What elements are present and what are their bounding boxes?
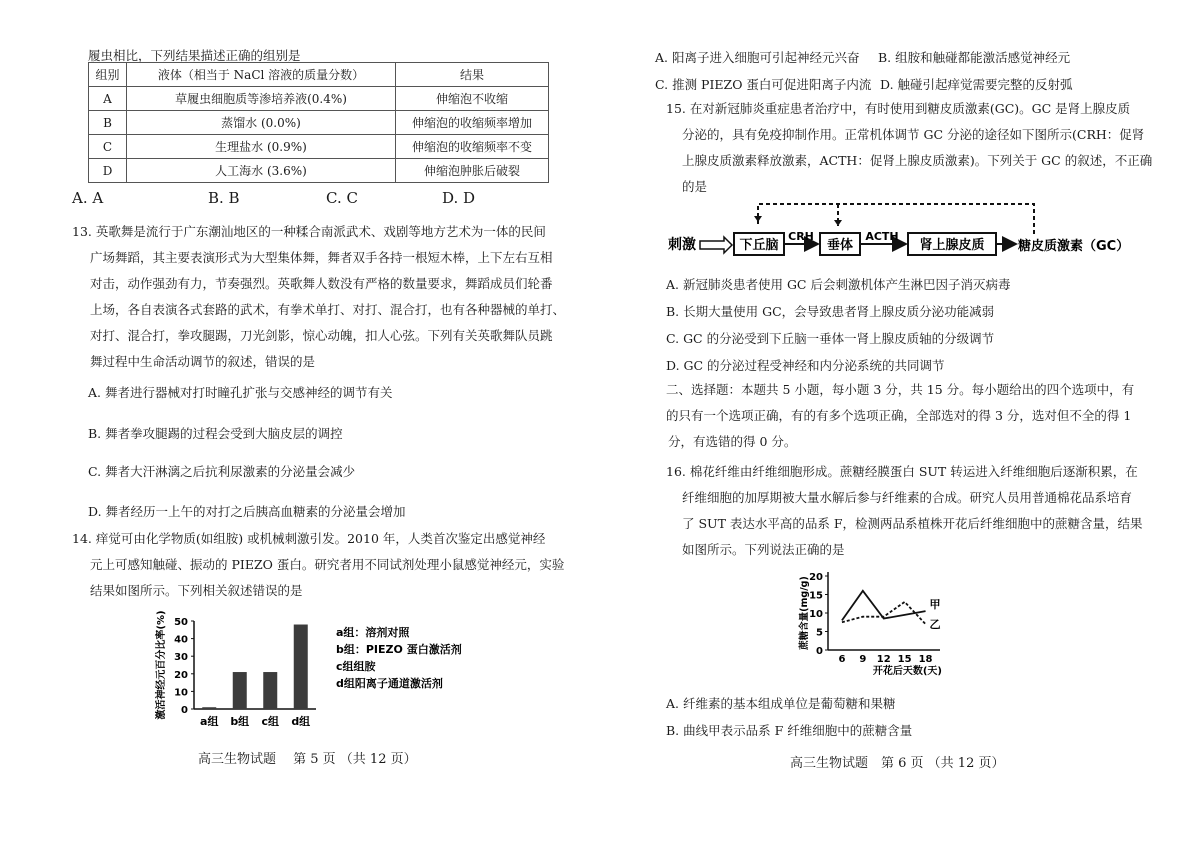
table-header-cell: 液体（相当于 NaCl 溶液的质量分数） (127, 63, 396, 87)
q14-option-a[interactable]: A. 阳离子进入细胞可引起神经元兴奋 (655, 50, 860, 65)
legend-entry: b组：PIEZO 蛋白激活剂 (336, 643, 462, 656)
x-tick-label: 12 (876, 654, 891, 665)
q13-option-c[interactable]: C. 舞者大汗淋漓之后抗利尿激素的分泌量会减少 (88, 464, 356, 479)
table-cell: 草履虫细胞质等渗培养液(0.4%) (127, 87, 396, 111)
y-tick-label: 0 (816, 646, 823, 657)
x-tick-label: b组 (230, 715, 250, 728)
q13-line: 舞过程中生命活动调节的叙述，错误的是 (90, 354, 316, 369)
q16-line: 了 SUT 表达水平高的品系 F，检测两品系植株开花后纤维细胞中的蔗糖含量，结果 (682, 516, 1143, 531)
series-label: 乙 (929, 618, 941, 632)
series-label: 甲 (929, 598, 941, 612)
q16-option-b[interactable]: B. 曲线甲表示品系 F 纤维细胞中的蔗糖含量 (666, 723, 913, 738)
q15-option-b[interactable]: B. 长期大量使用 GC，会导致患者肾上腺皮质分泌功能减弱 (666, 304, 995, 319)
table-cell: C (89, 135, 127, 159)
table-cell: 蒸馏水 (0.0%) (127, 111, 396, 135)
q12-option-b[interactable]: B. B (208, 189, 240, 207)
q14-line: 结果如图所示。下列相关叙述错误的是 (90, 583, 303, 598)
q12-table (88, 62, 549, 183)
bar (233, 672, 247, 709)
box-pituitary-label: 垂体 (826, 238, 854, 253)
table-row (89, 111, 549, 135)
q15-line: 的是 (682, 179, 708, 194)
left-footer: 高三生物试题 第 5 页 （共 12 页） (198, 752, 417, 767)
legend-entry: d组阳离子通道激活剂 (336, 677, 443, 690)
right-footer: 高三生物试题 第 6 页 （共 12 页） (790, 756, 1005, 771)
y-tick-label: 15 (809, 590, 823, 602)
q15-line: 上腺皮质激素释放激素，ACTH：促肾上腺皮质激素)。下列关于 GC 的叙述，不正确 (682, 153, 1153, 168)
table-header-cell: 组别 (89, 63, 127, 87)
acth-label: ACTH (865, 230, 899, 243)
x-tick-label: 9 (859, 654, 867, 665)
q13-line: 上场，各自表演各式套路的武术，有拳术单打、对打、混合打，也有各种器械的单打、 (90, 302, 566, 317)
y-tick-label: 20 (174, 669, 188, 681)
q14-option-d[interactable]: D. 触碰引起痒觉需要完整的反射弧 (880, 77, 1073, 92)
bar (263, 672, 277, 709)
box-adrenal-cortex-label: 肾上腺皮质 (919, 238, 985, 253)
section-2-line: 二、选择题：本题共 5 小题，每小题 3 分，共 15 分。每小题给出的四个选项中，有 (666, 382, 1135, 397)
q15-option-d[interactable]: D. GC 的分泌过程受神经和内分泌系统的共同调节 (666, 358, 945, 373)
q13-stem (72, 219, 565, 375)
y-axis-label: 蔗糖含量(mg/g) (799, 576, 810, 650)
q16-stem (666, 459, 1143, 563)
y-tick-label: 30 (174, 652, 188, 664)
table-header-cell: 结果 (396, 63, 549, 87)
y-tick-label: 40 (174, 634, 188, 646)
y-tick-label: 50 (174, 617, 188, 628)
bar-chart (150, 605, 470, 735)
q13-option-a[interactable]: A. 舞者进行器械对打时瞳孔扩张与交感神经的调节有关 (88, 385, 393, 400)
table-cell: 伸缩泡的收缩频率不变 (396, 135, 549, 159)
q12-option-d[interactable]: D. D (442, 189, 476, 207)
bar (294, 625, 308, 709)
q16-line: 如图所示。下列说法正确的是 (682, 542, 845, 557)
sucrose-line-chart (798, 562, 968, 684)
y-axis-label: 激活神经元百分比率(%) (156, 610, 167, 720)
table-cell: 人工海水 (3.6%) (127, 159, 396, 183)
q12-intro: 履虫相比，下列结果描述正确的组别是 (88, 48, 301, 63)
q13-option-d[interactable]: D. 舞者经历一上午的对打之后胰高血糖素的分泌量会增加 (88, 504, 406, 519)
box-hypothalamus-label: 下丘脑 (739, 238, 779, 253)
y-tick-label: 10 (174, 687, 188, 699)
stimulus-label: 刺激 (668, 237, 696, 253)
legend-entry: c组组胺 (336, 660, 376, 673)
q16-option-a[interactable]: A. 纤维素的基本组成单位是葡萄糖和果糖 (666, 696, 896, 711)
x-tick-label: a组 (200, 715, 219, 728)
bar (202, 707, 216, 709)
q13-line: 13. 英歌舞是流行于广东潮汕地区的一种糅合南派武术、戏剧等地方艺术为一体的民间 (72, 224, 546, 239)
q15-stem (666, 96, 1152, 200)
q14-option-c[interactable]: C. 推测 PIEZO 蛋白可促进阳离子内流 (655, 77, 872, 92)
table-cell: A (89, 87, 127, 111)
q16-line: 16. 棉花纤维由纤维细胞形成。蔗糖经膜蛋白 SUT 转运进入纤维细胞后逐渐积累，在 (666, 464, 1138, 479)
q15-line: 分泌的，具有免疫抑制作用。正常机体调节 GC 分泌的途径如下图所示(CRH：促肾 (682, 127, 1145, 142)
feedback-arrowhead (754, 216, 762, 222)
table-row (89, 159, 549, 183)
table-row (89, 87, 549, 111)
legend-entry: a组：溶剂对照 (336, 626, 410, 639)
q14-stem (72, 526, 564, 604)
q13-line: 广场舞蹈，其主要表演形式为大型集体舞，舞者双手各持一根短木棒，上下左右互相 (90, 250, 553, 265)
q13-option-b[interactable]: B. 舞者拳攻腿踢的过程会受到大脑皮层的调控 (88, 426, 343, 441)
q14-line: 14. 痒觉可由化学物质(如组胺) 或机械刺激引发。2010 年，人类首次鉴定出感觉神经 (72, 531, 546, 546)
crh-label: CRH (788, 230, 814, 243)
section-2-instructions (666, 377, 1134, 455)
q16-line: 纤维细胞的加厚期被大量水解后参与纤维素的合成。研究人员用普通棉花品系培育 (682, 490, 1133, 505)
table-cell: B (89, 111, 127, 135)
section-2-line: 分，有选错的得 0 分。 (668, 434, 797, 449)
y-tick-label: 20 (809, 572, 823, 583)
x-tick-label: 18 (918, 654, 933, 665)
q14-line: 元上可感知触碰、振动的 PIEZO 蛋白。研究者用不同试剂处理小鼠感觉神经元，实验 (90, 557, 565, 572)
table-cell: D (89, 159, 127, 183)
table-cell: 生理盐水 (0.9%) (127, 135, 396, 159)
y-tick-label: 10 (809, 609, 823, 620)
gc-regulation-diagram (662, 196, 1132, 266)
y-tick-label: 5 (816, 627, 823, 639)
q15-line: 15. 在对新冠肺炎重症患者治疗中，有时使用到糖皮质激素(GC)。GC 是肾上腺皮质 (666, 101, 1131, 116)
x-tick-label: c组 (261, 715, 280, 728)
table-row (89, 135, 549, 159)
table-cell: 伸缩泡的收缩频率增加 (396, 111, 549, 135)
x-tick-label: d组 (291, 715, 311, 728)
q15-option-c[interactable]: C. GC 的分泌受到下丘脑一垂体一肾上腺皮质轴的分级调节 (666, 331, 995, 346)
table-cell: 伸缩泡肿胀后破裂 (396, 159, 549, 183)
q14-option-b[interactable]: B. 组胺和触碰都能激活感觉神经元 (878, 50, 1071, 65)
table-cell: 伸缩泡不收缩 (396, 87, 549, 111)
q13-line: 对打、混合打，拳攻腿踢，刀光剑影，惊心动魄，扣人心弦。下列有关英歌舞队员跳 (90, 328, 553, 343)
x-tick-label: 15 (897, 654, 912, 665)
y-tick-label: 0 (181, 705, 188, 716)
x-axis-label: 开花后天数(天) (872, 666, 942, 677)
q13-line: 对击，动作强劲有力，节奏强烈。英歌舞人数没有严格的数量要求，舞蹈成员们轮番 (90, 276, 553, 291)
section-2-line: 的只有一个选项正确，有的有多个选项正确，全部选对的得 3 分，选对但不全的得 1 (666, 408, 1132, 423)
hollow-arrow (700, 237, 732, 253)
table-header-row (89, 63, 549, 87)
product-label: 糖皮质激素（GC） (1018, 239, 1130, 254)
x-tick-label: 6 (838, 654, 846, 665)
q12-option-c[interactable]: C. C (326, 189, 358, 207)
q12-option-a[interactable]: A. A (72, 189, 104, 207)
q15-option-a[interactable]: A. 新冠肺炎患者使用 GC 后会刺激机体产生淋巴因子消灭病毒 (666, 277, 1011, 292)
feedback-arrowhead (834, 220, 842, 226)
